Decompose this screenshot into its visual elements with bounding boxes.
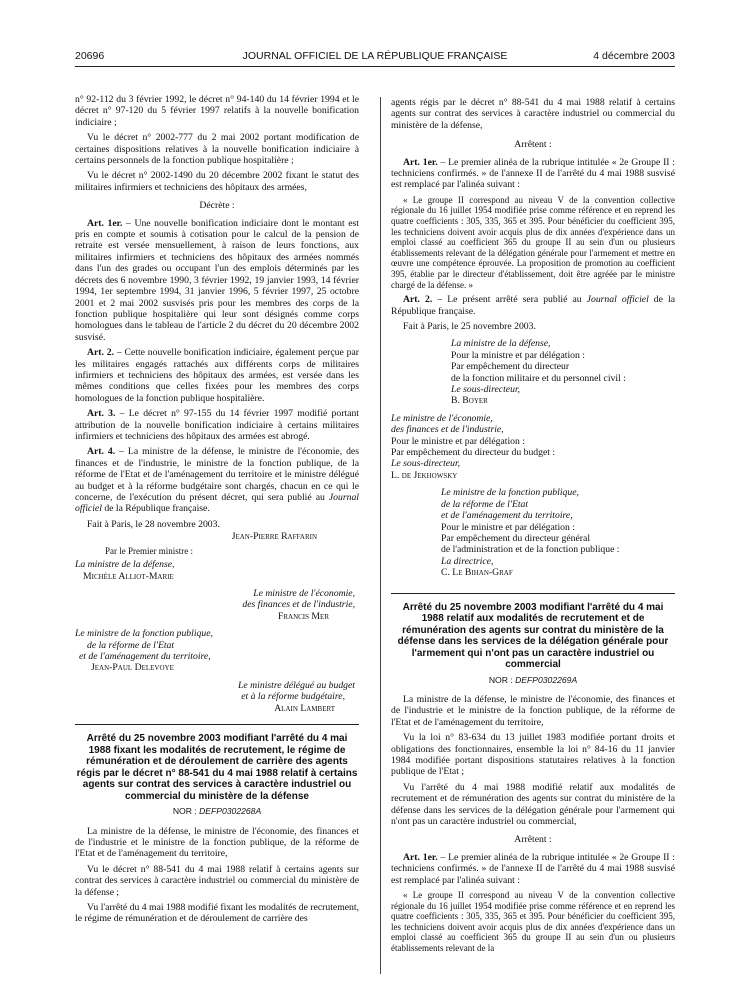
fait-a-paris: Fait à Paris, le 25 novembre 2003. [403,321,536,332]
signatory-title: Le ministre délégué au budget [238,679,355,691]
article-4 [75,446,359,514]
nor-code: DEFP0302269A [515,674,578,685]
signatory-line: Par empêchement du directeur général [441,532,591,544]
article-text: – Le présent arrêté sera publié au [432,294,587,306]
nor-code: DEFP0302268A [199,806,262,817]
quoted-paragraph: « Le groupe II correspond au niveau V de la convention collective régionale du 16 juillet 1954 modifiée prise comme référence et en reprend les quatre coefficients : 305, 335, 365 et 395. Pour bénéficier du coefficient 395, les techniciens doivent avoir acquis plus de dix années d'expérience dans un emploi classé au coefficient 365 du groupe II au sein d'un ou plusieurs établissements relevant de la [391,890,675,953]
arretent-heading: Arrêtent : [514,139,552,151]
journal-officiel-ref: Journal officiel [75,492,359,515]
fait-a-paris: Fait à Paris, le 28 novembre 2003. [87,518,220,530]
article-text: – La ministre de la défense, le ministre de l'économie, des finances et de l'industrie, le ministre de la fonction publique, de la réforme de l'Etat et de l'aménagement du territoire et le ministre délégué au budget et à la réforme budgétaire sont chargés, chacun en ce qui le concerne, de l'exécution du présent décret, qui sera publié au [75,446,359,503]
arrete-title: Arrêté du 25 novembre 2003 modifiant l'arrêté du 4 mai 1988 fixant les modalités de recrutement, le régime de rémunération et de déroulement de carrière des agents régis par le décret n° 88-541 du 4 mai 1988 relatif à certains agents sur contrat des services à caractère industriel ou commercial du ministère de la défense [76,733,358,802]
signature-block-fonction-publique [391,487,675,578]
signatory-line: de l'administration et de la fonction publique : [441,544,620,556]
quoted-paragraph: « Le groupe II correspond au niveau V de la convention collective régionale du 16 juillet 1954 modifiée prise comme référence et en reprend les quatre coefficients : 305, 335, 365 et 395. Pour bénéficier du coefficient 395, les techniciens doivent avoir acquis plus de dix années d'expérience dans un emploi classé au coefficient 365 du groupe II au sein d'un ou plusieurs établissements relevant de la délégation générale pour l'armement et mettre en œuvre une compétence éprouvée. La proposition de promotion au coefficient 395, établie par le directeur d'établissement, doit être agréée par le ministre chargé de la défense. » [391,194,675,290]
issue-date: 4 décembre 2003 [593,50,675,62]
paragraph: Vu le décret n° 2002-777 du 2 mai 2002 portant modification de certaines dispositions relatives à la nouvelle bonification indiciaire à certains personnels de la fonction publique hospitalière ; [75,132,359,167]
signatory-title: et de l'aménagement du territoire, [441,510,573,522]
signatory-line: Par empêchement du directeur [451,361,570,373]
signature-block-economie [391,413,675,481]
signatory-title: La ministre de la défense, [451,338,551,350]
section-rule [391,593,675,594]
article-1 [391,157,675,191]
paragraph: agents régis par le décret n° 88-541 du 4 mai 1988 relatif à certains agents sur contrat des services à caractère industriel ou commercial du ministère de la défense, [391,97,675,131]
par-le-premier-ministre: Par le Premier ministre : [105,545,193,556]
page-number: 20696 [75,50,105,62]
article-1 [75,218,359,343]
header-rule [75,66,675,67]
signatory-name: Alain Lambert [274,702,335,714]
signatory-name: Michèle Alliot-Marie [83,570,174,582]
paragraph: La ministre de la défense, le ministre de l'économie, des finances et de l'industrie et le ministre de la fonction publique, de la réforme de l'Etat et de l'aménagement du territoire, [391,693,675,728]
signatory-title: Le sous-directeur, [451,384,521,396]
signatory-title: La ministre de la défense, [75,559,175,571]
article-text: – Le premier alinéa de la rubrique intitulée « 2e Groupe II : techniciens confirmés. » de l'annexe II de l'arrêté du 4 mai 1988 susvisé est remplacé par l'alinéa suivant : [391,851,675,886]
article-3 [75,408,359,442]
signatory-name: B. Boyer [451,395,488,407]
article-text-end: de la République française. [101,503,210,515]
signatory-line: Pour la ministre et par délégation : [451,349,585,361]
signatory-title: Le ministre de la fonction publique, [441,487,579,499]
nor-label: NOR : [172,806,200,817]
article-2 [391,294,675,317]
signatory-title: de la réforme de l'Etat [87,639,175,651]
signatory-title: Le ministre de l'économie, [253,588,355,600]
page-header [75,50,675,64]
arrete-title: Arrêté du 25 novembre 2003 modifiant l'arrêté du 4 mai 1988 relatif aux modalités de recrutement et de rémunération des agents sur contrat du ministère de la défense dans les services de la délégation générale pour l'armement qui n'ont pas un caractère industriel ou commercial [397,601,669,671]
paragraph: La ministre de la défense, le ministre de l'économie, des finances et de l'industrie et le ministre de la fonction publique, de la réforme de l'Etat et de l'aménagement du territoire, [75,825,359,860]
signatory-name: C. Le Bihan-Graf [441,567,513,579]
signatory-title: des finances et de l'industrie, [391,424,504,436]
article-label: Art. 4. [87,446,116,458]
paragraph: Vu l'arrêté du 4 mai 1988 modifié relatif aux modalités de recrutement et de rémunération des agents sur contrat du ministère de la défense dans les services de la délégation générale pour l'armement qui n'ont pas un caractère industriel ou commercial, [391,781,675,827]
signatory-title: et à la réforme budgétaire, [241,691,345,703]
nor-label: NOR : [488,674,516,685]
signatory-line: de la fonction militaire et du personnel civil : [451,372,626,384]
signatory-title: de la réforme de l'Etat [441,498,529,510]
signatory-title: La directrice, [441,555,494,567]
article-label: Art. 2. [403,294,433,306]
article-text: – Le premier alinéa de la rubrique intitulée « 2e Groupe II : techniciens confirmés. » de l'annexe II de l'arrêté du 4 mai 1988 susvisé est remplacé par l'alinéa suivant : [391,156,675,191]
article-label: Art. 1er. [403,156,438,168]
paragraph: Vu l'arrêté du 4 mai 1988 modifié fixant les modalités de recrutement, le régime de rémunération et de déroulement de carrière des [75,901,359,925]
signatory-name: L. de Jekhowsky [391,469,458,481]
section-rule [75,724,359,725]
right-column [391,97,675,958]
paragraph: Vu la loi n° 83-634 du 13 juillet 1983 modifiée portant droits et obligations des fonctionnaires, ensemble la loi n° 84-16 du 11 janvier 1984 modifiée portant dispositions statutaires relatives à la fonction publique de l'Etat ; [391,732,675,778]
article-text: – Cette nouvelle bonification indiciaire, également perçue par les militaires engagés rattachés aux différents corps de militaires infirmiers et techniciens des hôpitaux des armées, est versée dans les mêmes conditions que celles fixées pour les membres des corps homologues de la fonction publique hospitalière. [75,347,359,404]
signatory-line: Par empêchement du directeur du budget : [391,447,556,459]
paragraph: Vu le décret n° 88-541 du 4 mai 1988 relatif à certains agents sur contrat des services à caractère industriel ou commercial du ministère de la défense ; [75,863,359,898]
paragraph: n° 92-112 du 3 février 1992, le décret n° 94-140 du 14 février 1994 et le décret n° 97-120 du 5 février 1997 relatifs à la nouvelle bonification indiciaire ; [75,94,359,128]
article-label: Art. 2. [87,347,115,359]
article-text-end: de la République française. [391,294,675,317]
signatory-line: Pour le ministre et par délégation : [441,521,575,533]
signature-prime-minister: Jean-Pierre Raffarin [231,531,317,543]
signatory-title: des finances et de l'industrie, [242,599,355,611]
signatory-name: Francis Mer [277,610,329,622]
signatory-title: Le ministre de la fonction publique, [75,628,213,640]
signatory-title: Le ministre de l'économie, [391,412,493,424]
decrete-heading: Décrète : [199,200,235,212]
article-label: Art. 1er. [87,217,123,229]
article-text: – Le décret n° 97-155 du 14 février 1997 modifié portant attribution de la nouvelle bonification indiciaire à certains militaires infirmiers et techniciens des hôpitaux des armées est abrogé. [75,408,359,442]
article-1 [391,852,675,886]
signatory-line: Pour le ministre et par délégation : [391,435,525,447]
journal-officiel-ref: Journal officiel [586,294,649,306]
article-label: Art. 1er. [403,851,438,863]
arretent-heading: Arrêtent : [514,834,552,846]
article-text: – Une nouvelle bonification indiciaire dont le montant est pris en compte et soumis à cotisation pour le calcul de la pension de retraite est versée mensuellement, à raison de leurs fonctions, aux militaires infirmiers et techniciens des hôpitaux des armées nommés dans l'un des grades ou occupant l'un des emplois déterminés par les décrets des 6 novembre 1990, 3 février 1992, 19 janvier 1993, 14 février 1994, 1er septembre 1994, 31 janvier 1996, 5 février 1997, 25 octobre 2001 et 2 mai 2002 susvisés pris pour les membres des corps de la fonction publique hospitalière qui leur sont désignés comme corps homologues dans le tableau de l'article 2 du décret du 20 décembre 2002 susvisé. [75,217,359,343]
signature-block-defense [391,338,675,406]
paragraph: Vu le décret n° 2002-1490 du 20 décembre 2002 fixant le statut des militaires infirmiers et techniciens des hôpitaux des armées, [75,170,359,193]
left-column [75,94,359,929]
signatory-name: Jean-Paul Delevoye [91,662,174,674]
article-label: Art. 3. [87,408,116,420]
signatory-title: Le sous-directeur, [391,458,461,470]
column-divider [380,97,381,974]
nor-reference [391,675,675,686]
signatory-title: et de l'aménagement du territoire, [79,651,211,663]
article-2 [75,347,359,404]
nor-reference [75,806,359,817]
journal-title: JOURNAL OFFICIEL DE LA RÉPUBLIQUE FRANÇAISE [242,50,508,62]
